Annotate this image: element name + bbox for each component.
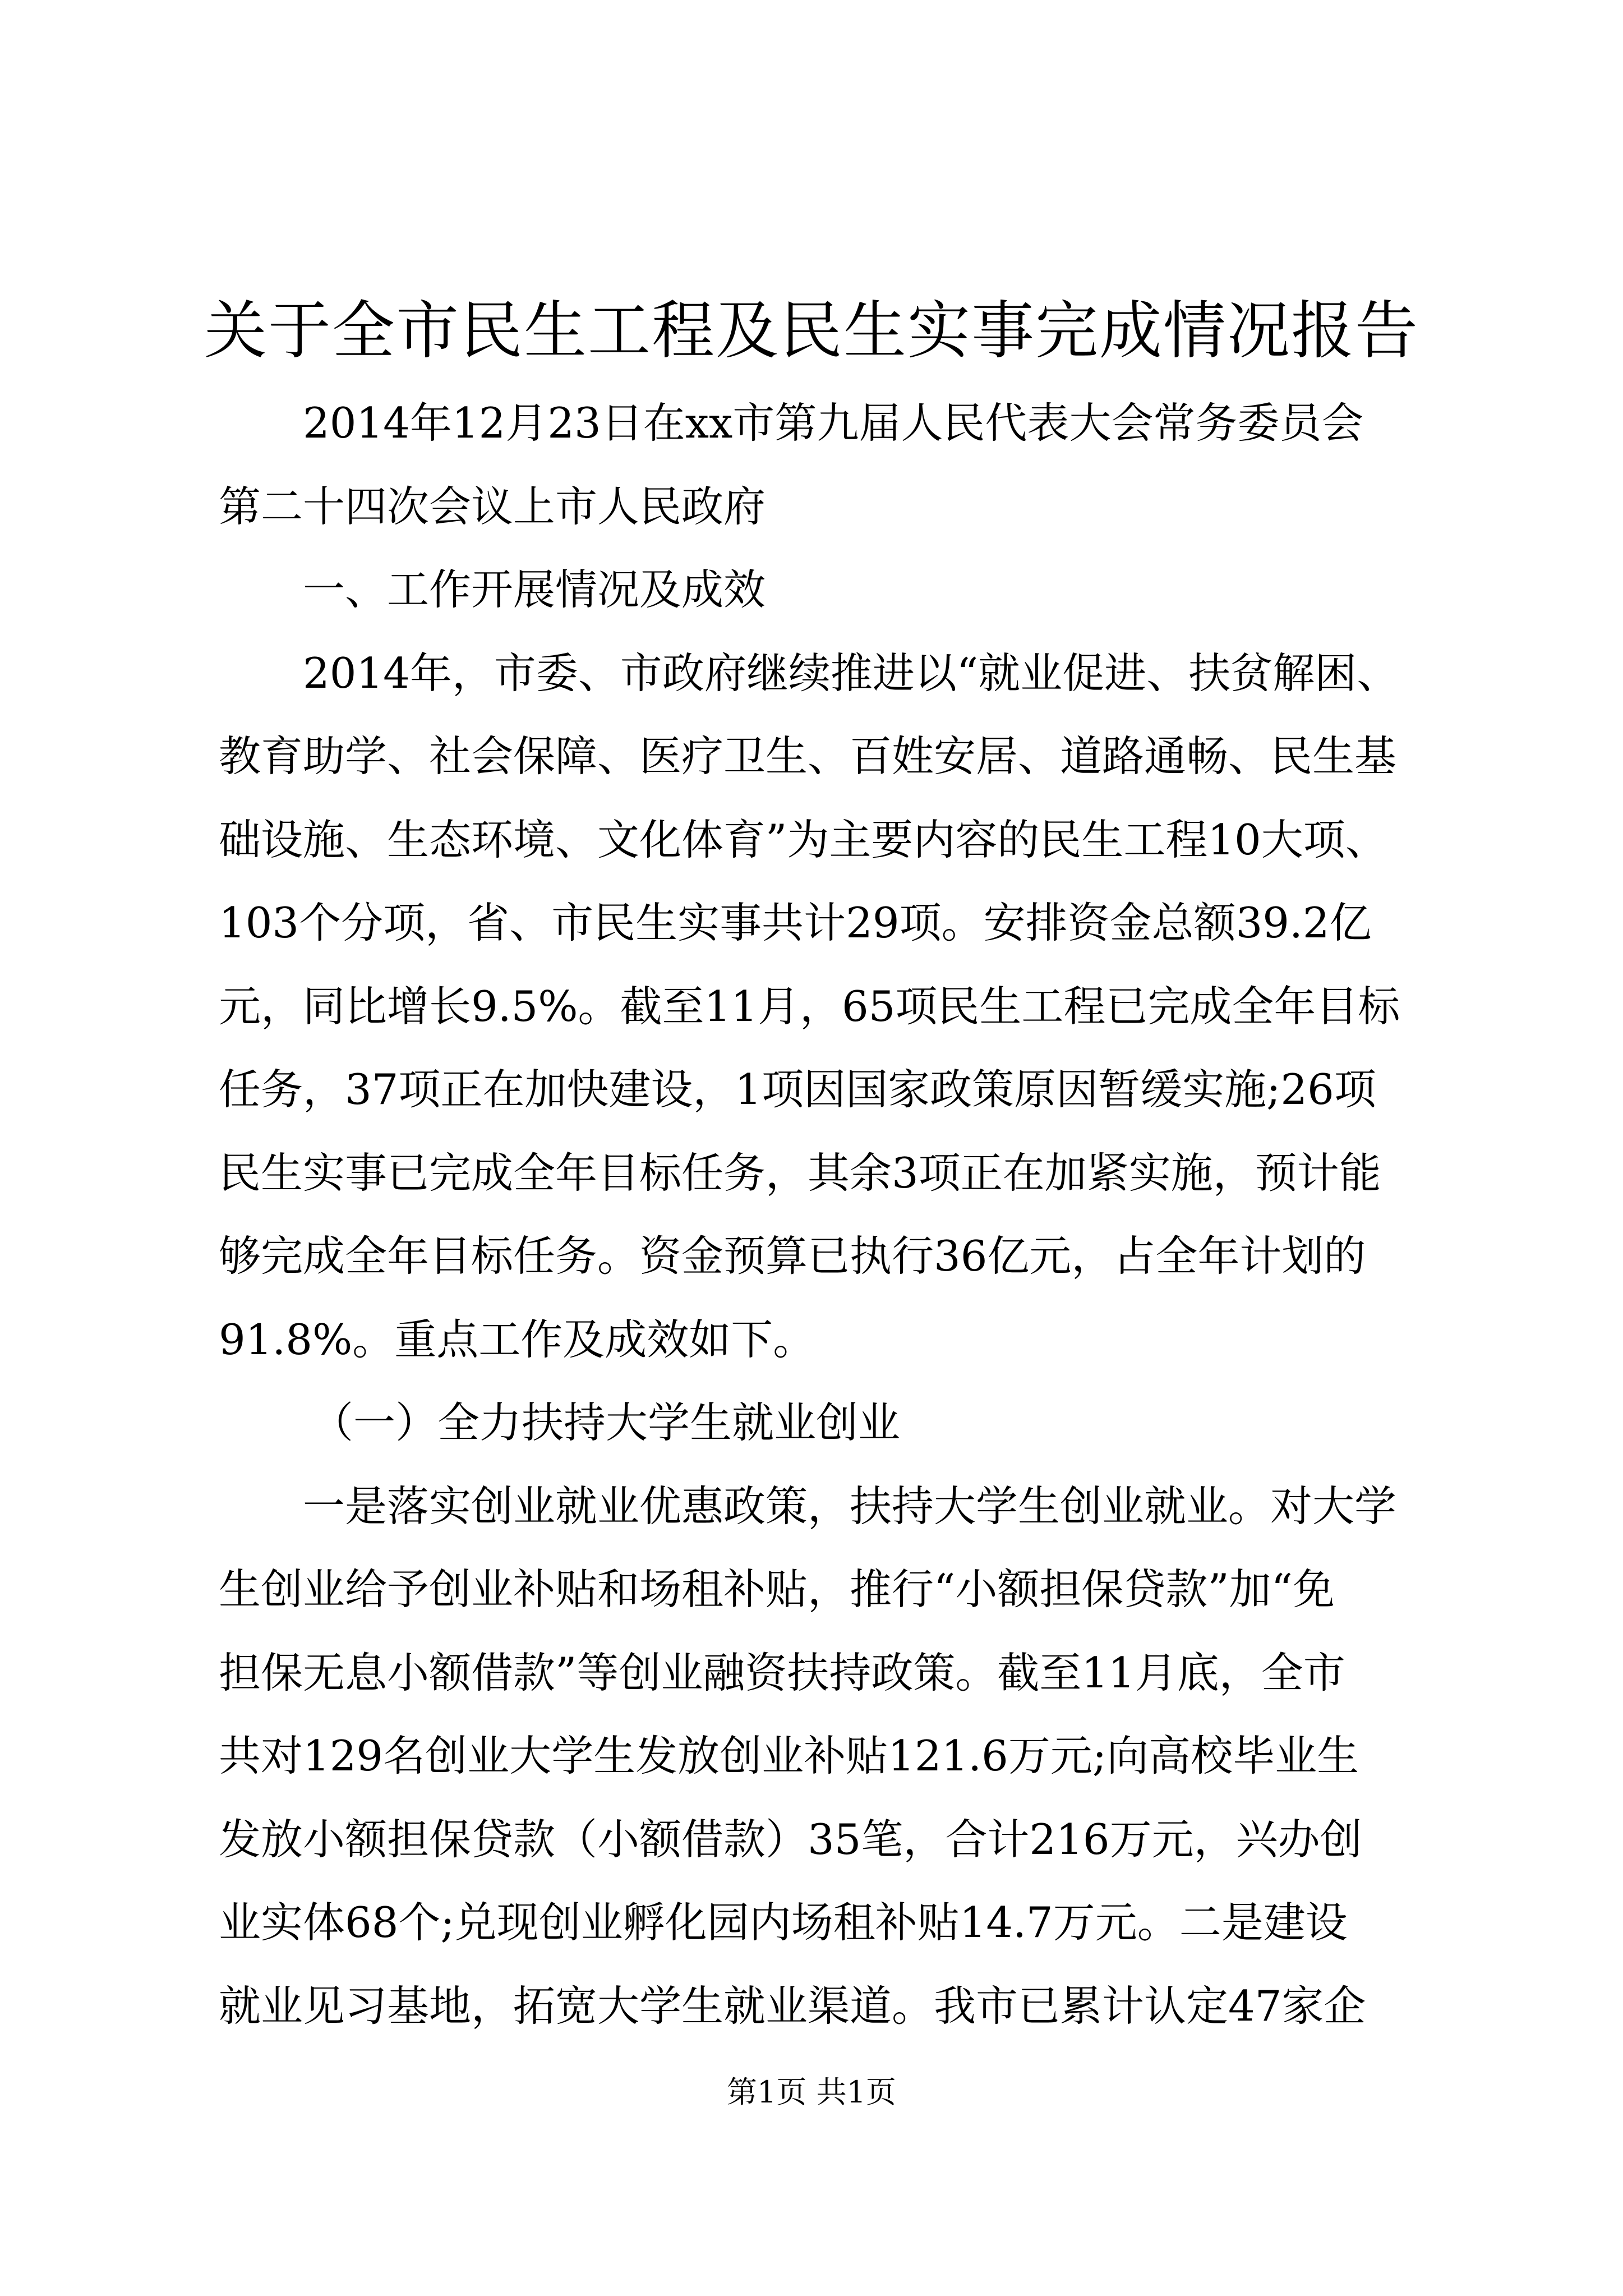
body-line-17: 共对129名创业大学生发放创业补贴121.6万元;向高校毕业生 [219, 1731, 1359, 1780]
subsection-heading-1: （一）全力扶持大学生就业创业 [311, 1398, 901, 1447]
body-line-20: 就业见习基地，拓宽大学生就业渠道。我市已累计认定47家企 [219, 1981, 1366, 2031]
body-line-1: 2014年12月23日在xx市第九届人民代表大会常务委员会 [303, 398, 1364, 448]
body-line-11: 够完成全年目标任务。资金预算已执行36亿元，占全年计划的 [219, 1231, 1366, 1281]
body-line-6: 础设施、生态环境、文化体育”为主要内容的民生工程10大项、 [219, 815, 1387, 864]
body-line-12: 91.8%。重点工作及成效如下。 [219, 1314, 815, 1364]
body-line-18: 发放小额担保贷款（小额借款）35笔，合计216万元，兴办创 [219, 1814, 1362, 1864]
body-line-14: 一是落实创业就业优惠政策，扶持大学生创业就业。对大学 [303, 1481, 1397, 1531]
body-line-9: 任务，37项正在加快建设，1项因国家政策原因暂缓实施;26项 [219, 1065, 1376, 1114]
body-line-19: 业实体68个;兑现创业孵化园内场租补贴14.7万元。二是建设 [219, 1898, 1348, 1947]
body-line-7: 103个分项，省、市民生实事共计29项。安排资金总额39.2亿 [219, 898, 1372, 947]
section-heading-1: 一、工作开展情况及成效 [303, 565, 766, 614]
body-line-16: 担保无息小额借款”等创业融资扶持政策。截至11月底，全市 [219, 1648, 1345, 1697]
document-title: 关于全市民生工程及民生实事完成情况报告 [204, 295, 1419, 367]
body-line-8: 元，同比增长9.5%。截至11月，65项民生工程已完成全年目标 [219, 981, 1400, 1031]
body-line-5: 教育助学、社会保障、医疗卫生、百姓安居、道路通畅、民生基 [219, 731, 1397, 781]
body-line-2: 第二十四次会议上市人民政府 [219, 481, 766, 531]
page-footer: 第1页 共1页 [727, 2074, 896, 2110]
document-body [219, 381, 1419, 2047]
body-line-10: 民生实事已完成全年目标任务，其余3项正在加紧实施，预计能 [219, 1148, 1381, 1198]
body-line-15: 生创业给予创业补贴和场租补贴，推行“小额担保贷款”加“免 [219, 1565, 1335, 1614]
body-line-4: 2014年，市委、市政府继续推进以“就业促进、扶贫解困、 [303, 648, 1399, 698]
